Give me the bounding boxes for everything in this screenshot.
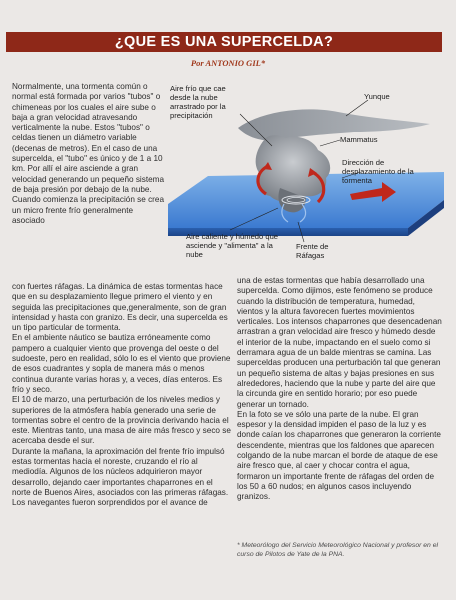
left-paragraph-2: En el ambiente náutico se bautiza erróneamente como pampero a cualquier viento que provenga del oeste o del sudoeste, pero en realidad, sólo lo es el viento que proviene de esos cuadrantes y sopla de manera más o menos continua durante varias horas y, a veces, días enteros. Es frío y seco. [12,333,231,394]
label-mammatus: Mammatus [340,135,378,144]
article-intro [12,82,167,226]
label-cold-air: Aire frío que cae desde la nube arrastrado por la precipitación [170,84,226,120]
anvil-cloud [238,109,430,140]
label-anvil: Yunque [364,92,390,101]
right-paragraph-2: En la foto se ve sólo una parte de la nube. El gran espesor y la densidad impiden el paso de la luz y es donde caían los chaparrones que generaron la corriente descendente, mientras que los faldones que aparecen colgando de la nube marcan el borde de ataque de ese aire fresco que, al caer y chocar contra el agua, formaron un importante frente de ráfagas del orden de los 50 a 60 nudos; en algunos casos incluyendo granizos. [237,409,441,502]
author-footnote: * Meteorólogo del Servicio Meteorológico Nacional y profesor en el curso de Pilotos de Yate de la PNA. [237,542,438,558]
supercell-diagram [168,76,444,272]
label-direction: Dirección de desplazamiento de la tormenta [342,158,414,185]
label-gust-front: Frente de Ráfagas [296,242,329,260]
article-title: ¿QUE ES UNA SUPERCELDA? [114,34,334,50]
label-warm-air: Aire caliente y húmedo que asciende y "alimenta" a la nube [186,232,279,259]
left-paragraph-3: El 10 de marzo, una perturbación de los niveles medios y superiores de la atmósfera había generado una serie de tormentas sobre el centro de la provincia derivando hacia el este. Mientras tanto, una masa de aire más fresco y seco se acercaba desde el sur. [12,395,231,446]
intro-paragraph: Normalmente, una tormenta común o normal está formada por varios "tubos" o chimeneas por los cuales el aire sube o baja a gran velocidad atravesando verticalmente la nube. Estos "tubos" o celdas tienen un diámetro variable (decenas de metros). En el caso de una supercelda, el "tubo" es único y de 1 a 10 km. Por allí el aire asciende a gran velocidad generando un pequeño sistema de baja presión por debajo de la nube. Cuando comienza la precipitación se crea un micro frente frío generalmente asociado [12,82,165,225]
article-right-column [237,276,442,503]
right-paragraph-1: una de estas tormentas que había desarrollado una supercelda. Como dijimos, este fenómeno se produce cuando la distribución de temperatura, humedad, vientos y la altura favorecen fuertes movimientos verticales. Los intensos chaparrones que desencadenan arrastran a gran velocidad aire fresco y húmedo desde el interior de la nube, impactando en el suelo como si derramara agua de un balde mientras se camina. Las superceldas producen una perturbación tal que generan un pequeño sistema de altas y bajas presiones en sus alrededores, haciendo que la nube y parte del aire que la circunda gire en sentido horario; por eso puede generar un tornado. [237,276,442,409]
leader-anvil [346,100,368,116]
leader-mammatus [320,140,340,146]
article-left-column [12,282,232,509]
byline: Por ANTONIO GIL* [190,58,266,68]
title-bar [6,32,442,52]
left-paragraph-4: Durante la mañana, la aproximación del frente frío impulsó estas tormentas hacia el noreste, cruzando el río al mediodía. Algunos de los núcleos adquirieron mayor desarrollo, dejando caer importantes chaparrones en el norte de Buenos Aires, asociados con las primeras ráfagas. Los navegantes fueron sorprendidos por el avance de [12,446,229,508]
left-paragraph-1: con fuertes ráfagas. La dinámica de estas tormentas hace que en su desplazamiento llegue primero el viento y en seguida las precipitaciones que,generalmente, son de gran intensidad y hasta con granizo. Es decir, una supercelda es un tipo particular de tormenta. [12,282,228,333]
